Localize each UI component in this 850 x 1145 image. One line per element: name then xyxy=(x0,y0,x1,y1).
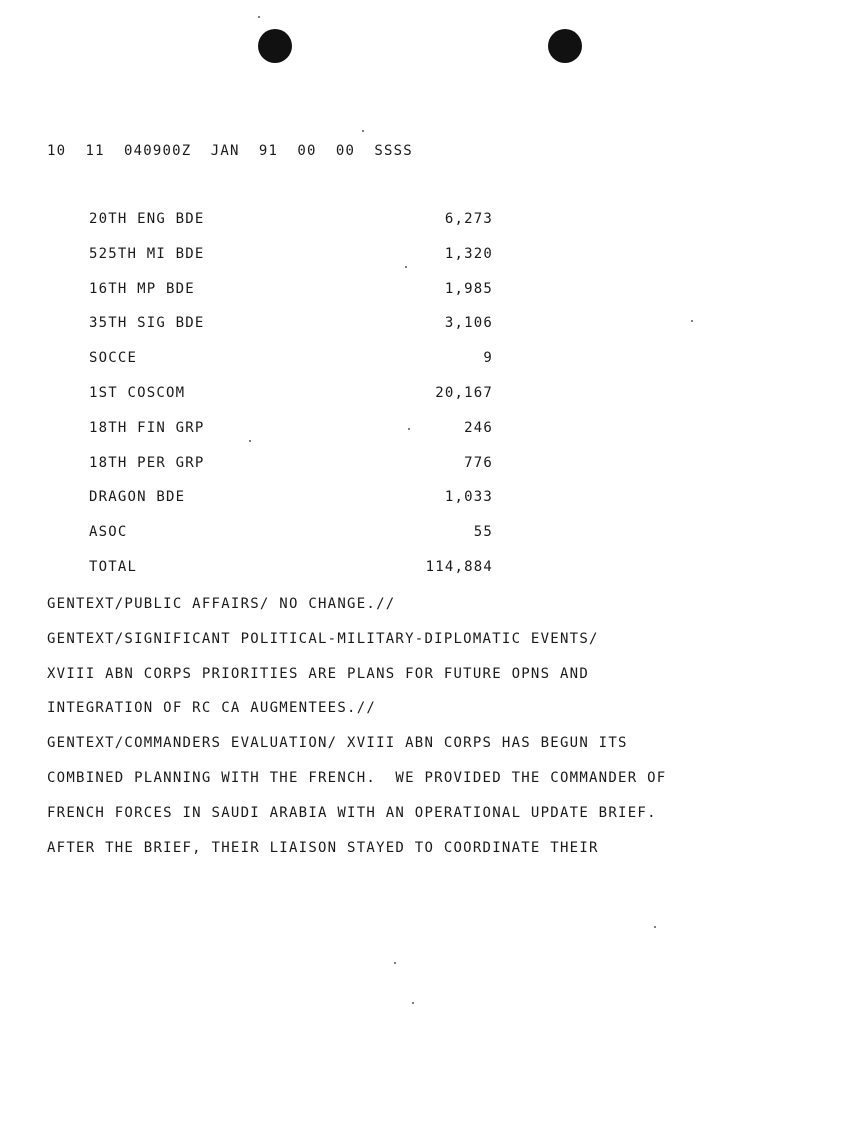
message-body xyxy=(47,596,827,874)
body-line: AFTER THE BRIEF, THEIR LIAISON STAYED TO COORDINATE THEIR xyxy=(47,839,599,856)
unit-name: DRAGON BDE xyxy=(89,489,186,506)
unit-name: 20TH ENG BDE xyxy=(89,211,205,227)
unit-name: SOCCE xyxy=(89,350,138,367)
table-row xyxy=(89,350,493,385)
body-line: XVIII ABN CORPS PRIORITIES ARE PLANS FOR FUTURE OPNS AND xyxy=(47,665,590,682)
unit-name: 18TH PER GRP xyxy=(89,454,205,471)
unit-name: 18TH FIN GRP xyxy=(89,419,205,436)
punch-hole-left xyxy=(258,29,292,63)
unit-strength-table xyxy=(89,211,493,594)
unit-count: 6,273 xyxy=(444,211,493,227)
unit-count: 55 xyxy=(473,524,493,541)
body-line: GENTEXT/PUBLIC AFFAIRS/ NO CHANGE.// xyxy=(47,596,396,612)
unit-name: 16TH MP BDE xyxy=(89,280,195,297)
punch-hole-right xyxy=(548,29,582,63)
unit-name: 1ST COSCOM xyxy=(89,384,186,401)
scan-speck xyxy=(691,320,693,322)
scan-speck xyxy=(412,1002,414,1004)
scan-speck xyxy=(362,130,364,132)
total-label: TOTAL xyxy=(89,558,138,575)
unit-name: ASOC xyxy=(89,524,128,541)
body-line: GENTEXT/SIGNIFICANT POLITICAL-MILITARY-DIPLOMATIC EVENTS/ xyxy=(47,630,599,647)
table-row xyxy=(89,211,493,246)
unit-count: 9 xyxy=(483,350,493,367)
unit-count: 20,167 xyxy=(435,384,493,401)
unit-name: 35TH SIG BDE xyxy=(89,315,205,332)
total-count: 114,884 xyxy=(425,558,493,575)
table-row xyxy=(89,524,493,559)
unit-count: 1,320 xyxy=(444,245,493,262)
table-total-row xyxy=(89,559,493,594)
table-row xyxy=(89,489,493,524)
unit-count: 246 xyxy=(464,419,493,436)
unit-count: 3,106 xyxy=(444,315,493,332)
table-row xyxy=(89,420,493,455)
table-row xyxy=(89,385,493,420)
unit-name: 525TH MI BDE xyxy=(89,245,205,262)
unit-count: 1,985 xyxy=(444,280,493,297)
table-row xyxy=(89,315,493,350)
table-row xyxy=(89,246,493,281)
table-row xyxy=(89,455,493,490)
body-line: COMBINED PLANNING WITH THE FRENCH. WE PROVIDED THE COMMANDER OF xyxy=(47,769,667,786)
body-line: GENTEXT/COMMANDERS EVALUATION/ XVIII ABN CORPS HAS BEGUN ITS xyxy=(47,735,628,752)
scan-speck xyxy=(654,926,656,928)
scan-speck xyxy=(258,16,260,18)
unit-count: 776 xyxy=(464,454,493,471)
body-line: INTEGRATION OF RC CA AUGMENTEES.// xyxy=(47,700,377,717)
body-line: FRENCH FORCES IN SAUDI ARABIA WITH AN OPERATIONAL UPDATE BRIEF. xyxy=(47,804,657,821)
message-header: 10 11 040900Z JAN 91 00 00 SSSS xyxy=(47,143,413,159)
unit-count: 1,033 xyxy=(444,489,493,506)
table-row xyxy=(89,281,493,316)
scan-speck xyxy=(394,962,396,964)
